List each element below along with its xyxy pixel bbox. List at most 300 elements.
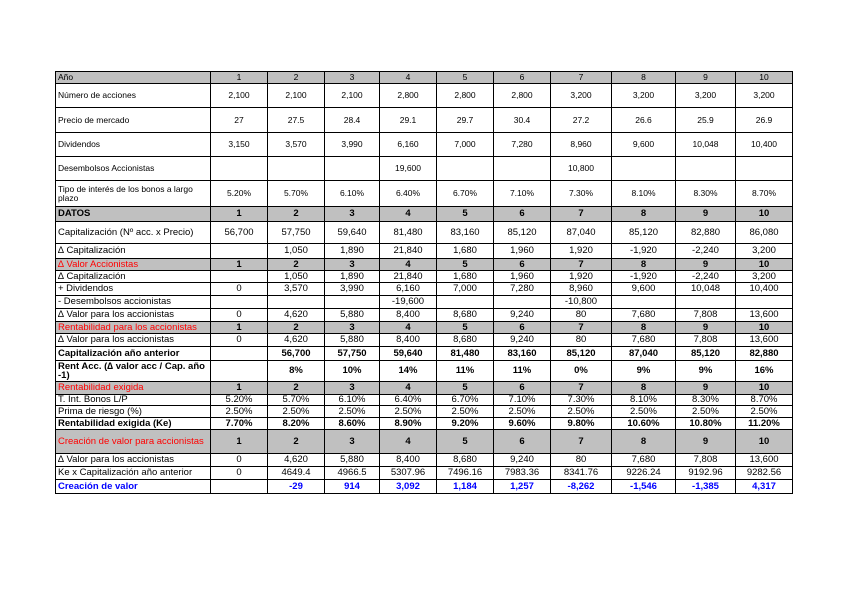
year-2-cell[interactable]: 56,700 <box>268 347 325 361</box>
row-label-cell[interactable]: Capitalización año anterior <box>56 347 211 361</box>
year-8-cell[interactable]: 2.50% <box>612 406 676 418</box>
year-10-cell[interactable]: 16% <box>736 361 793 382</box>
year-10-cell[interactable]: 13,600 <box>736 309 793 322</box>
year-6-cell[interactable]: 9.60% <box>494 418 551 430</box>
year-9-cell[interactable]: 8.30% <box>676 181 736 207</box>
year-10-cell[interactable]: 2.50% <box>736 406 793 418</box>
year-3-cell[interactable] <box>325 296 380 309</box>
year-8-cell[interactable]: 8 <box>612 72 676 84</box>
year-5-cell[interactable]: 83,160 <box>437 222 494 244</box>
year-5-cell[interactable]: 2.50% <box>437 406 494 418</box>
row-label-cell[interactable]: Creación de valor para accionistas <box>56 430 211 454</box>
year-2-cell[interactable]: 1,050 <box>268 271 325 283</box>
year-2-cell[interactable]: 2 <box>268 430 325 454</box>
row-label-cell[interactable]: Precio de mercado <box>56 108 211 133</box>
year-7-cell[interactable]: 1,920 <box>551 244 612 259</box>
year-9-cell[interactable]: 82,880 <box>676 222 736 244</box>
year-9-cell[interactable]: 8.30% <box>676 395 736 406</box>
year-4-cell[interactable]: 4 <box>380 430 437 454</box>
year-10-cell[interactable] <box>736 157 793 181</box>
year-1-cell[interactable] <box>211 361 268 382</box>
year-5-cell[interactable]: 5 <box>437 259 494 271</box>
year-4-cell[interactable]: 4 <box>380 259 437 271</box>
row-label-cell[interactable]: DATOS <box>56 207 211 222</box>
year-1-cell[interactable] <box>211 157 268 181</box>
year-5-cell[interactable]: 8,680 <box>437 334 494 347</box>
year-2-cell[interactable]: -29 <box>268 480 325 494</box>
year-5-cell[interactable]: 5 <box>437 207 494 222</box>
year-3-cell[interactable]: 10% <box>325 361 380 382</box>
year-5-cell[interactable]: 2,800 <box>437 84 494 108</box>
year-9-cell[interactable]: 2.50% <box>676 406 736 418</box>
year-4-cell[interactable]: 81,480 <box>380 222 437 244</box>
year-2-cell[interactable]: 2.50% <box>268 406 325 418</box>
year-2-cell[interactable]: 4,620 <box>268 454 325 467</box>
year-10-cell[interactable]: 10 <box>736 72 793 84</box>
year-10-cell[interactable]: 11.20% <box>736 418 793 430</box>
year-3-cell[interactable]: 914 <box>325 480 380 494</box>
table-row <box>56 244 793 259</box>
year-9-cell[interactable]: 9 <box>676 322 736 334</box>
row-label-cell[interactable]: Creación de valor <box>56 480 211 494</box>
row-label-cell[interactable]: Ke x Capitalización año anterior <box>56 467 211 480</box>
year-5-cell[interactable]: 7,000 <box>437 133 494 157</box>
year-2-cell[interactable]: 4649.4 <box>268 467 325 480</box>
row-label-cell[interactable]: ∆ Capitalización <box>56 244 211 259</box>
year-8-cell[interactable]: 87,040 <box>612 347 676 361</box>
year-8-cell[interactable]: 7,680 <box>612 334 676 347</box>
year-9-cell[interactable]: 9 <box>676 259 736 271</box>
year-2-cell[interactable]: 2,100 <box>268 84 325 108</box>
year-3-cell[interactable]: 3 <box>325 259 380 271</box>
year-1-cell[interactable]: 7.70% <box>211 418 268 430</box>
year-2-cell[interactable]: 2 <box>268 207 325 222</box>
table-row <box>56 347 793 361</box>
year-2-cell[interactable] <box>268 157 325 181</box>
year-3-cell[interactable] <box>325 157 380 181</box>
year-8-cell[interactable]: 8 <box>612 259 676 271</box>
year-7-cell[interactable]: 8,960 <box>551 283 612 296</box>
year-6-cell[interactable]: 1,257 <box>494 480 551 494</box>
year-3-cell[interactable]: 6.10% <box>325 181 380 207</box>
year-3-cell[interactable]: 5,880 <box>325 334 380 347</box>
year-9-cell[interactable]: 85,120 <box>676 347 736 361</box>
year-9-cell[interactable] <box>676 157 736 181</box>
year-9-cell[interactable]: 25.9 <box>676 108 736 133</box>
year-7-cell[interactable]: 3,200 <box>551 84 612 108</box>
year-4-cell[interactable]: 2.50% <box>380 406 437 418</box>
year-7-cell[interactable]: 27.2 <box>551 108 612 133</box>
year-8-cell[interactable] <box>612 296 676 309</box>
year-2-cell[interactable]: 2 <box>268 322 325 334</box>
year-7-cell[interactable]: 80 <box>551 454 612 467</box>
year-2-cell[interactable]: 57,750 <box>268 222 325 244</box>
year-5-cell[interactable]: 1,680 <box>437 244 494 259</box>
year-5-cell[interactable]: 5 <box>437 382 494 395</box>
row-label-cell[interactable]: ∆ Capitalización <box>56 271 211 283</box>
year-1-cell[interactable]: 5.20% <box>211 395 268 406</box>
year-3-cell[interactable]: 3 <box>325 207 380 222</box>
year-6-cell[interactable]: 85,120 <box>494 222 551 244</box>
table-row <box>56 430 793 454</box>
year-1-cell[interactable] <box>211 244 268 259</box>
year-1-cell[interactable]: 1 <box>211 322 268 334</box>
year-5-cell[interactable]: 7496.16 <box>437 467 494 480</box>
year-1-cell[interactable]: 2.50% <box>211 406 268 418</box>
year-5-cell[interactable]: 8,680 <box>437 454 494 467</box>
year-7-cell[interactable]: 7 <box>551 259 612 271</box>
year-6-cell[interactable]: 7,280 <box>494 133 551 157</box>
table-row <box>56 259 793 271</box>
year-2-cell[interactable]: 8% <box>268 361 325 382</box>
year-8-cell[interactable]: 8 <box>612 322 676 334</box>
table-row <box>56 454 793 467</box>
year-1-cell[interactable]: 56,700 <box>211 222 268 244</box>
year-7-cell[interactable]: 8,960 <box>551 133 612 157</box>
year-10-cell[interactable]: 10,400 <box>736 133 793 157</box>
year-6-cell[interactable]: 7.10% <box>494 181 551 207</box>
year-6-cell[interactable]: 7983.36 <box>494 467 551 480</box>
year-2-cell[interactable]: 4,620 <box>268 309 325 322</box>
year-8-cell[interactable]: 9226.24 <box>612 467 676 480</box>
year-3-cell[interactable]: 1,890 <box>325 244 380 259</box>
year-7-cell[interactable]: 2.50% <box>551 406 612 418</box>
table-row <box>56 480 793 494</box>
year-5-cell[interactable]: 5 <box>437 72 494 84</box>
year-9-cell[interactable]: 9% <box>676 361 736 382</box>
year-2-cell[interactable]: 2 <box>268 72 325 84</box>
year-6-cell[interactable]: 6 <box>494 382 551 395</box>
row-label-cell[interactable]: Dividendos <box>56 133 211 157</box>
year-3-cell[interactable]: 3 <box>325 430 380 454</box>
year-7-cell[interactable]: -10,800 <box>551 296 612 309</box>
year-6-cell[interactable] <box>494 296 551 309</box>
year-7-cell[interactable]: 87,040 <box>551 222 612 244</box>
year-9-cell[interactable]: 7,808 <box>676 309 736 322</box>
row-label-cell[interactable]: ∆ Valor para los accionistas <box>56 334 211 347</box>
year-1-cell[interactable]: 1 <box>211 207 268 222</box>
year-6-cell[interactable]: 7,280 <box>494 283 551 296</box>
year-8-cell[interactable]: 7,680 <box>612 454 676 467</box>
year-4-cell[interactable]: 4 <box>380 72 437 84</box>
year-3-cell[interactable]: 2.50% <box>325 406 380 418</box>
row-label-cell[interactable]: Número de acciones <box>56 84 211 108</box>
year-9-cell[interactable]: 7,808 <box>676 334 736 347</box>
year-9-cell[interactable]: -2,240 <box>676 244 736 259</box>
year-6-cell[interactable]: 30.4 <box>494 108 551 133</box>
row-label-cell[interactable]: ∆ Valor Accionistas <box>56 259 211 271</box>
year-10-cell[interactable]: 26.9 <box>736 108 793 133</box>
year-8-cell[interactable]: 9,600 <box>612 283 676 296</box>
table-row <box>56 382 793 395</box>
year-6-cell[interactable]: 1,960 <box>494 244 551 259</box>
row-label-cell[interactable]: Rentabilidad exigida (Ke) <box>56 418 211 430</box>
year-5-cell[interactable]: 6.70% <box>437 395 494 406</box>
year-4-cell[interactable]: 8,400 <box>380 309 437 322</box>
year-5-cell[interactable] <box>437 157 494 181</box>
year-7-cell[interactable]: -8,262 <box>551 480 612 494</box>
year-2-cell[interactable]: 2 <box>268 382 325 395</box>
row-label-cell[interactable]: Rent Acc. (∆ valor acc / Cap. año -1) <box>56 361 211 382</box>
year-3-cell[interactable]: 8.60% <box>325 418 380 430</box>
year-1-cell[interactable]: 1 <box>211 72 268 84</box>
year-4-cell[interactable]: -19,600 <box>380 296 437 309</box>
year-10-cell[interactable]: 4,317 <box>736 480 793 494</box>
year-4-cell[interactable]: 4 <box>380 322 437 334</box>
year-1-cell[interactable]: 0 <box>211 334 268 347</box>
year-8-cell[interactable]: -1,546 <box>612 480 676 494</box>
year-9-cell[interactable]: 9 <box>676 207 736 222</box>
year-3-cell[interactable]: 6.10% <box>325 395 380 406</box>
year-10-cell[interactable] <box>736 296 793 309</box>
year-10-cell[interactable]: 3,200 <box>736 271 793 283</box>
year-8-cell[interactable]: 10.60% <box>612 418 676 430</box>
year-1-cell[interactable] <box>211 347 268 361</box>
year-7-cell[interactable]: 7 <box>551 72 612 84</box>
year-1-cell[interactable]: 1 <box>211 430 268 454</box>
year-3-cell[interactable]: 4966.5 <box>325 467 380 480</box>
year-1-cell[interactable]: 1 <box>211 382 268 395</box>
year-1-cell[interactable]: 0 <box>211 309 268 322</box>
year-3-cell[interactable]: 5,880 <box>325 309 380 322</box>
year-9-cell[interactable]: 10,048 <box>676 283 736 296</box>
year-8-cell[interactable]: 8.10% <box>612 395 676 406</box>
year-3-cell[interactable]: 2,100 <box>325 84 380 108</box>
year-5-cell[interactable] <box>437 296 494 309</box>
year-1-cell[interactable]: 1 <box>211 259 268 271</box>
year-2-cell[interactable]: 8.20% <box>268 418 325 430</box>
row-label-cell[interactable]: Tipo de interés de los bonos a largo plazo <box>56 181 211 207</box>
year-3-cell[interactable]: 28.4 <box>325 108 380 133</box>
spreadsheet-table <box>55 71 793 494</box>
year-6-cell[interactable]: 83,160 <box>494 347 551 361</box>
year-2-cell[interactable]: 5.70% <box>268 181 325 207</box>
year-7-cell[interactable]: 7 <box>551 430 612 454</box>
year-7-cell[interactable]: 9.80% <box>551 418 612 430</box>
year-7-cell[interactable]: 85,120 <box>551 347 612 361</box>
year-2-cell[interactable] <box>268 296 325 309</box>
year-3-cell[interactable]: 3,990 <box>325 133 380 157</box>
row-label-cell[interactable]: T. Int. Bonos L/P <box>56 395 211 406</box>
row-label-cell[interactable]: + Dividendos <box>56 283 211 296</box>
year-4-cell[interactable]: 5307.96 <box>380 467 437 480</box>
year-4-cell[interactable]: 6.40% <box>380 181 437 207</box>
year-5-cell[interactable]: 29.7 <box>437 108 494 133</box>
year-10-cell[interactable]: 10 <box>736 259 793 271</box>
year-10-cell[interactable]: 10 <box>736 430 793 454</box>
year-4-cell[interactable]: 21,840 <box>380 244 437 259</box>
year-8-cell[interactable]: 3,200 <box>612 84 676 108</box>
year-6-cell[interactable]: 6 <box>494 207 551 222</box>
year-8-cell[interactable]: 8 <box>612 382 676 395</box>
table-row <box>56 334 793 347</box>
year-4-cell[interactable]: 14% <box>380 361 437 382</box>
year-8-cell[interactable] <box>612 157 676 181</box>
row-label-cell[interactable]: Prima de riesgo (%) <box>56 406 211 418</box>
year-4-cell[interactable]: 59,640 <box>380 347 437 361</box>
year-8-cell[interactable]: 85,120 <box>612 222 676 244</box>
year-2-cell[interactable]: 2 <box>268 259 325 271</box>
year-10-cell[interactable]: 3,200 <box>736 84 793 108</box>
year-3-cell[interactable]: 59,640 <box>325 222 380 244</box>
year-7-cell[interactable]: 80 <box>551 334 612 347</box>
year-1-cell[interactable] <box>211 480 268 494</box>
year-5-cell[interactable]: 81,480 <box>437 347 494 361</box>
year-5-cell[interactable]: 8,680 <box>437 309 494 322</box>
year-5-cell[interactable]: 1,680 <box>437 271 494 283</box>
year-10-cell[interactable]: 82,880 <box>736 347 793 361</box>
year-5-cell[interactable]: 6.70% <box>437 181 494 207</box>
year-10-cell[interactable]: 10 <box>736 207 793 222</box>
year-10-cell[interactable]: 86,080 <box>736 222 793 244</box>
year-6-cell[interactable]: 9,240 <box>494 309 551 322</box>
year-6-cell[interactable]: 6 <box>494 322 551 334</box>
year-9-cell[interactable]: 10,048 <box>676 133 736 157</box>
row-label-cell[interactable]: Año <box>56 72 211 84</box>
year-8-cell[interactable]: 9,600 <box>612 133 676 157</box>
row-label-cell[interactable]: Desembolsos Accionistas <box>56 157 211 181</box>
year-1-cell[interactable] <box>211 271 268 283</box>
year-5-cell[interactable]: 11% <box>437 361 494 382</box>
year-9-cell[interactable]: -1,385 <box>676 480 736 494</box>
year-2-cell[interactable]: 4,620 <box>268 334 325 347</box>
year-7-cell[interactable]: 1,920 <box>551 271 612 283</box>
year-2-cell[interactable]: 27.5 <box>268 108 325 133</box>
year-4-cell[interactable]: 6.40% <box>380 395 437 406</box>
year-9-cell[interactable]: 3,200 <box>676 84 736 108</box>
year-1-cell[interactable]: 0 <box>211 467 268 480</box>
year-8-cell[interactable]: 8 <box>612 430 676 454</box>
year-8-cell[interactable]: -1,920 <box>612 244 676 259</box>
year-5-cell[interactable]: 1,184 <box>437 480 494 494</box>
year-4-cell[interactable]: 6,160 <box>380 133 437 157</box>
table-row <box>56 84 793 108</box>
year-10-cell[interactable]: 3,200 <box>736 244 793 259</box>
year-10-cell[interactable]: 13,600 <box>736 454 793 467</box>
year-2-cell[interactable]: 5.70% <box>268 395 325 406</box>
year-6-cell[interactable]: 1,960 <box>494 271 551 283</box>
year-8-cell[interactable]: 8.10% <box>612 181 676 207</box>
year-7-cell[interactable]: 10,800 <box>551 157 612 181</box>
year-10-cell[interactable]: 10 <box>736 322 793 334</box>
year-5-cell[interactable]: 7,000 <box>437 283 494 296</box>
year-6-cell[interactable] <box>494 157 551 181</box>
year-4-cell[interactable]: 8,400 <box>380 334 437 347</box>
year-7-cell[interactable]: 7.30% <box>551 181 612 207</box>
year-4-cell[interactable]: 2,800 <box>380 84 437 108</box>
year-1-cell[interactable]: 5.20% <box>211 181 268 207</box>
year-4-cell[interactable]: 6,160 <box>380 283 437 296</box>
year-3-cell[interactable]: 5,880 <box>325 454 380 467</box>
year-1-cell[interactable]: 3,150 <box>211 133 268 157</box>
year-6-cell[interactable]: 2.50% <box>494 406 551 418</box>
year-8-cell[interactable]: 8 <box>612 207 676 222</box>
year-10-cell[interactable]: 8.70% <box>736 395 793 406</box>
year-1-cell[interactable]: 27 <box>211 108 268 133</box>
table-row <box>56 406 793 418</box>
year-7-cell[interactable]: 8341.76 <box>551 467 612 480</box>
year-10-cell[interactable]: 8.70% <box>736 181 793 207</box>
year-7-cell[interactable]: 7.30% <box>551 395 612 406</box>
year-1-cell[interactable]: 2,100 <box>211 84 268 108</box>
year-3-cell[interactable]: 3 <box>325 72 380 84</box>
row-label-cell[interactable]: Capitalización (Nº acc. x Precio) <box>56 222 211 244</box>
year-10-cell[interactable]: 13,600 <box>736 334 793 347</box>
year-9-cell[interactable]: 9 <box>676 382 736 395</box>
row-label-cell[interactable]: ∆ Valor para los accionistas <box>56 309 211 322</box>
year-6-cell[interactable]: 11% <box>494 361 551 382</box>
year-1-cell[interactable]: 0 <box>211 283 268 296</box>
year-8-cell[interactable]: 9% <box>612 361 676 382</box>
year-3-cell[interactable]: 3 <box>325 382 380 395</box>
year-9-cell[interactable]: 9192.96 <box>676 467 736 480</box>
year-3-cell[interactable]: 1,890 <box>325 271 380 283</box>
year-4-cell[interactable]: 8.90% <box>380 418 437 430</box>
year-5-cell[interactable]: 5 <box>437 322 494 334</box>
year-2-cell[interactable]: 3,570 <box>268 283 325 296</box>
year-4-cell[interactable]: 3,092 <box>380 480 437 494</box>
year-7-cell[interactable]: 7 <box>551 207 612 222</box>
year-9-cell[interactable]: 9 <box>676 430 736 454</box>
year-4-cell[interactable]: 8,400 <box>380 454 437 467</box>
row-label-cell[interactable]: ∆ Valor para los accionistas <box>56 454 211 467</box>
year-6-cell[interactable]: 9,240 <box>494 334 551 347</box>
spreadsheet-body <box>56 72 793 494</box>
year-4-cell[interactable]: 4 <box>380 382 437 395</box>
year-7-cell[interactable]: 0% <box>551 361 612 382</box>
year-9-cell[interactable]: 9 <box>676 72 736 84</box>
year-10-cell[interactable]: 10,400 <box>736 283 793 296</box>
year-6-cell[interactable]: 6 <box>494 430 551 454</box>
year-8-cell[interactable]: -1,920 <box>612 271 676 283</box>
row-label-cell[interactable]: Rentabilidad exigida <box>56 382 211 395</box>
year-2-cell[interactable]: 3,570 <box>268 133 325 157</box>
year-3-cell[interactable]: 3,990 <box>325 283 380 296</box>
year-3-cell[interactable]: 57,750 <box>325 347 380 361</box>
year-6-cell[interactable]: 6 <box>494 72 551 84</box>
year-1-cell[interactable]: 0 <box>211 454 268 467</box>
year-4-cell[interactable]: 4 <box>380 207 437 222</box>
year-5-cell[interactable]: 9.20% <box>437 418 494 430</box>
year-7-cell[interactable]: 7 <box>551 382 612 395</box>
year-6-cell[interactable]: 7.10% <box>494 395 551 406</box>
year-1-cell[interactable] <box>211 296 268 309</box>
year-3-cell[interactable]: 3 <box>325 322 380 334</box>
year-7-cell[interactable]: 7 <box>551 322 612 334</box>
year-5-cell[interactable]: 5 <box>437 430 494 454</box>
year-7-cell[interactable]: 80 <box>551 309 612 322</box>
year-8-cell[interactable]: 26.6 <box>612 108 676 133</box>
year-4-cell[interactable]: 19,600 <box>380 157 437 181</box>
row-label-cell[interactable]: Rentabilidad para los accionistas <box>56 322 211 334</box>
year-4-cell[interactable]: 29.1 <box>380 108 437 133</box>
year-10-cell[interactable]: 10 <box>736 382 793 395</box>
year-8-cell[interactable]: 7,680 <box>612 309 676 322</box>
year-9-cell[interactable] <box>676 296 736 309</box>
table-row <box>56 395 793 406</box>
year-4-cell[interactable]: 21,840 <box>380 271 437 283</box>
year-6-cell[interactable]: 9,240 <box>494 454 551 467</box>
year-9-cell[interactable]: 10.80% <box>676 418 736 430</box>
year-2-cell[interactable]: 1,050 <box>268 244 325 259</box>
year-6-cell[interactable]: 2,800 <box>494 84 551 108</box>
year-6-cell[interactable]: 6 <box>494 259 551 271</box>
year-9-cell[interactable]: 7,808 <box>676 454 736 467</box>
year-10-cell[interactable]: 9282.56 <box>736 467 793 480</box>
table-row <box>56 322 793 334</box>
row-label-cell[interactable]: - Desembolsos accionistas <box>56 296 211 309</box>
year-9-cell[interactable]: -2,240 <box>676 271 736 283</box>
